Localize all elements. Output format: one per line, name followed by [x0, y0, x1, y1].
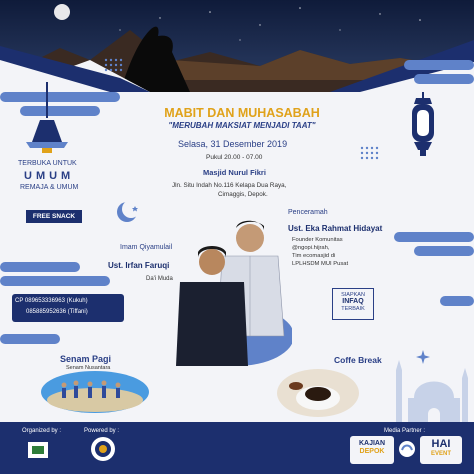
imam-title: Da'i Muda	[146, 276, 173, 282]
coffee-title: Coffe Break	[334, 355, 382, 365]
infaq-line2: INFAQ	[342, 298, 364, 306]
event-venue: Masjid Nurul Fikri	[203, 168, 266, 177]
venue-address-line2: Cimaggis, Depok.	[218, 191, 268, 198]
infaq-badge	[332, 288, 374, 320]
cloud-shape	[414, 246, 474, 256]
media-partner-label: Media Partner :	[384, 428, 426, 434]
depok-label: DEPOK	[359, 448, 385, 456]
event-subtitle: "MERUBAH MAKSIAT MENJADI TAAT"	[168, 121, 316, 130]
venue-address-line1: Jln. Situ Indah No.116 Kelapa Dua Raya,	[172, 182, 287, 189]
hai-label: HAI	[431, 438, 451, 450]
powered-by-logo	[90, 436, 116, 462]
hanging-lamp-icon	[22, 82, 72, 158]
organized-label: Organized by :	[22, 428, 62, 434]
speakers-photo	[172, 216, 292, 366]
open-line1: TERBUKA UNTUK	[18, 160, 77, 167]
night-sky-banner	[0, 0, 474, 92]
cloud-shape	[440, 296, 474, 306]
speaker-desc3: Tim ecomasjid di	[292, 253, 336, 259]
free-snack-badge	[26, 210, 82, 223]
speaker-role: Penceramah	[288, 209, 328, 216]
powered-label: Powered by :	[84, 428, 120, 434]
crescent-moon-icon	[113, 198, 141, 226]
speaker-name: Ust. Eka Rahmat Hidayat	[288, 224, 383, 233]
event-label: EVENT	[430, 450, 451, 457]
dot-pattern	[360, 146, 382, 160]
speaker-desc1: Founder Komunitas	[292, 237, 343, 243]
open-line3: REMAJA & UMUM	[20, 184, 79, 191]
cloud-shape	[0, 334, 60, 344]
contact-badge	[12, 294, 124, 322]
kajian-depok-logo	[350, 436, 394, 464]
infaq-line1: SIAPKAN	[341, 292, 365, 298]
senam-subtitle: Senam Nusantara	[66, 365, 111, 371]
imam-name: Ust. Irfan Faruqi	[108, 261, 170, 270]
dot-pattern	[104, 58, 126, 72]
event-title: MABIT DAN MUHASABAH	[164, 106, 320, 120]
free-snack-label: FREE SNACK	[32, 213, 76, 220]
cloud-shape	[404, 60, 474, 70]
speaker-desc2: @ngopi.hijrah,	[292, 245, 330, 251]
open-line2: UMUM	[24, 170, 75, 182]
kajian-label: KAJIAN	[358, 440, 386, 447]
event-time: Pukul 20.00 - 07.00	[206, 154, 263, 161]
hai-event-logo	[420, 436, 462, 464]
senam-photo	[40, 370, 150, 414]
imam-role: Imam Qiyamulail	[120, 244, 173, 251]
media-partner-logo	[398, 440, 416, 458]
senam-title: Senam Pagi	[60, 354, 112, 364]
contact-cp2: 085885952636 (Tiffani)	[26, 308, 88, 315]
cloud-shape	[0, 276, 110, 286]
moon-icon	[54, 4, 70, 20]
mosque-icon	[390, 348, 474, 428]
cloud-shape	[0, 262, 80, 272]
contact-cp1: CP 089653336963 (Kukuh)	[15, 298, 88, 304]
night-sky-illustration	[0, 0, 474, 92]
speaker-desc4: LPLHSDM MUI Pusat	[292, 261, 349, 267]
lantern-icon	[406, 92, 440, 158]
event-date: Selasa, 31 Desember 2019	[178, 139, 288, 149]
organizer-logo	[26, 438, 50, 462]
cloud-shape	[414, 74, 474, 84]
cloud-shape	[394, 232, 474, 242]
coffee-photo	[276, 368, 360, 418]
star-icon	[416, 350, 430, 364]
infaq-line3: TERBAIK	[341, 306, 365, 313]
